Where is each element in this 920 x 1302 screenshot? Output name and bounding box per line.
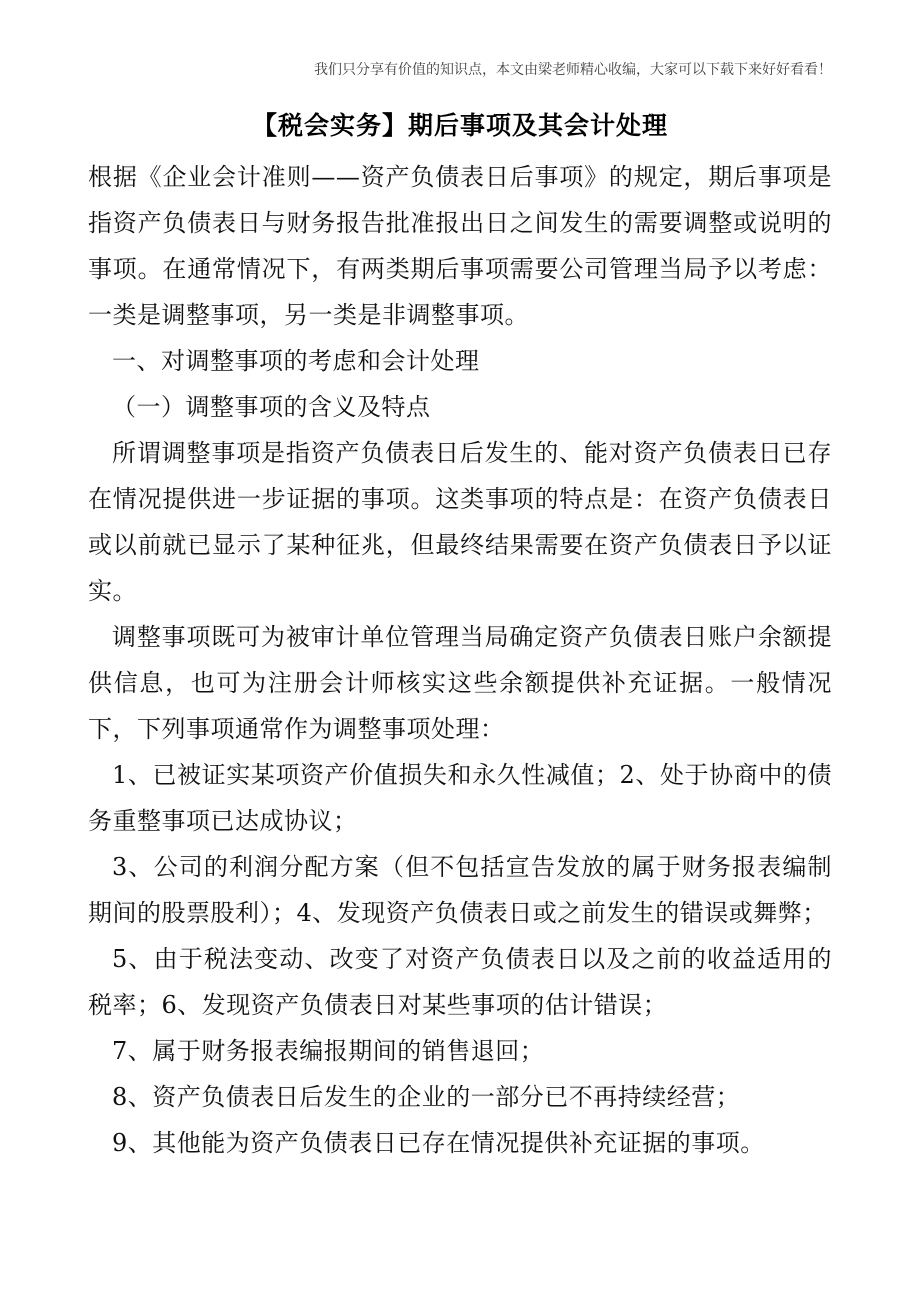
list-item-9: 9、其他能为资产负债表日已存在情况提供补充证据的事项。	[112, 1129, 765, 1157]
page-title: 【税会实务】期后事项及其会计处理	[251, 111, 668, 140]
header-note: 我们只分享有价值的知识点，本文由梁老师精心收编，大家可以下载下来好好看看！	[314, 62, 832, 78]
paragraph-intro: 根据《企业会计准则——资产负债表日后事项》的规定，期后事项是指资产负债表日与财务报告批准报出日之间发生的需要调整或说明的事项。在通常情况下，有两类期后事项需要公司管理当局予以考虑：一类是调整事项，另一类是非调整事项。	[88, 163, 832, 329]
paragraph-purpose: 调整事项既可为被审计单位管理当局确定资产负债表日账户余额提供信息，也可为注册会计师核实这些余额提供补充证据。一般情况下，下列事项通常作为调整事项处理：	[88, 623, 832, 743]
subsection-heading-1-1: （一）调整事项的含义及特点	[112, 393, 431, 421]
list-item-8: 8、资产负债表日后发生的企业的一部分已不再持续经营；	[112, 1083, 741, 1111]
list-item-3-4: 3、公司的利润分配方案（但不包括宣告发放的属于财务报表编制期间的股票股利）；4、发现资产负债表日或之前发生的错误或舞弊；	[88, 853, 832, 927]
document-body	[88, 154, 832, 1166]
list-item-5-6: 5、由于税法变动、改变了对资产负债表日以及之前的收益适用的税率；6、发现资产负债表日对某些事项的估计错误；	[88, 945, 832, 1019]
list-item-1-2: 1、已被证实某项资产价值损失和永久性减值；2、处于协商中的债务重整事项已达成协议；	[88, 761, 832, 835]
section-heading-1: 一、对调整事项的考虑和会计处理	[112, 347, 480, 375]
list-item-7: 7、属于财务报表编报期间的销售退回；	[112, 1037, 545, 1065]
paragraph-definition: 所谓调整事项是指资产负债表日后发生的、能对资产负债表日已存在情况提供进一步证据的事项。这类事项的特点是：在资产负债表日或以前就已显示了某种征兆，但最终结果需要在资产负债表日予以证实。	[88, 439, 832, 605]
